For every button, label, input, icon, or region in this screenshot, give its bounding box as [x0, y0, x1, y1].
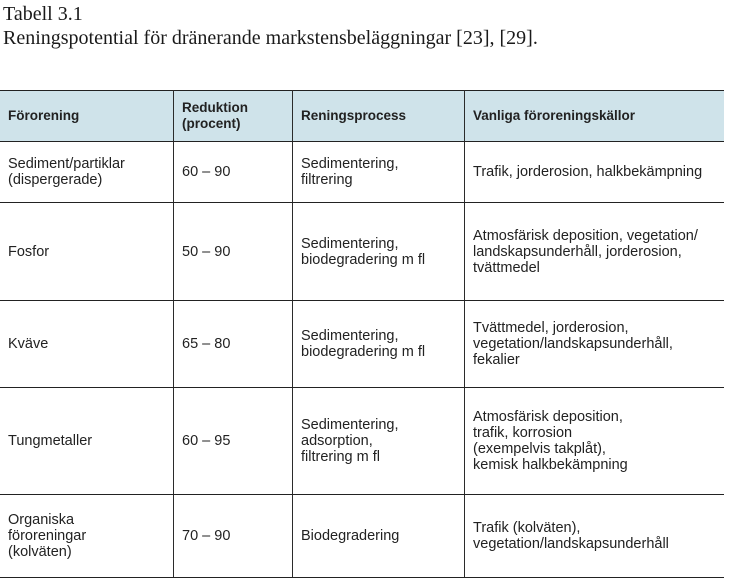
table-row [0, 388, 724, 495]
cell-sources: Tvättmedel, jorderosion, vegetation/landskapsunderhåll, fekalier [465, 301, 725, 388]
header-reduction: Reduktion (procent) [174, 91, 293, 142]
cell-reduction: 50 – 90 [174, 203, 293, 301]
table-title: Reningspotential för dränerande markstensbeläggningar [23], [29]. [3, 27, 538, 49]
cell-pollutant: Tungmetaller [0, 388, 174, 495]
cell-reduction: 70 – 90 [174, 495, 293, 578]
table-header-row [0, 91, 724, 142]
cell-pollutant: Organiska föroreningar (kolväten) [0, 495, 174, 578]
table-row [0, 495, 724, 578]
cell-reduction: 65 – 80 [174, 301, 293, 388]
cell-pollutant: Kväve [0, 301, 174, 388]
purification-table [0, 90, 724, 578]
table-row [0, 301, 724, 388]
cell-sources: Atmosfärisk deposition, vegetation/ landskapsunderhåll, jorderosion, tvättmedel [465, 203, 725, 301]
cell-pollutant: Sediment/partiklar (dispergerade) [0, 142, 174, 203]
header-pollutant: Förorening [0, 91, 174, 142]
header-sources: Vanliga föroreningskällor [465, 91, 725, 142]
table-caption [3, 2, 538, 50]
cell-reduction: 60 – 90 [174, 142, 293, 203]
cell-process: Biodegradering [293, 495, 465, 578]
cell-sources: Trafik (kolväten), vegetation/landskapsunderhåll [465, 495, 725, 578]
cell-sources: Trafik, jorderosion, halkbekämpning [465, 142, 725, 203]
cell-process: Sedimentering, adsorption, filtrering m fl [293, 388, 465, 495]
cell-sources: Atmosfärisk deposition, trafik, korrosion (exempelvis takplåt), kemisk halkbekämpning [465, 388, 725, 495]
cell-process: Sedimentering, biodegradering m fl [293, 203, 465, 301]
cell-reduction: 60 – 95 [174, 388, 293, 495]
cell-pollutant: Fosfor [0, 203, 174, 301]
table-row [0, 203, 724, 301]
cell-process: Sedimentering, filtrering [293, 142, 465, 203]
table-row [0, 142, 724, 203]
table-number: Tabell 3.1 [3, 3, 83, 25]
cell-process: Sedimentering, biodegradering m fl [293, 301, 465, 388]
header-process: Reningsprocess [293, 91, 465, 142]
